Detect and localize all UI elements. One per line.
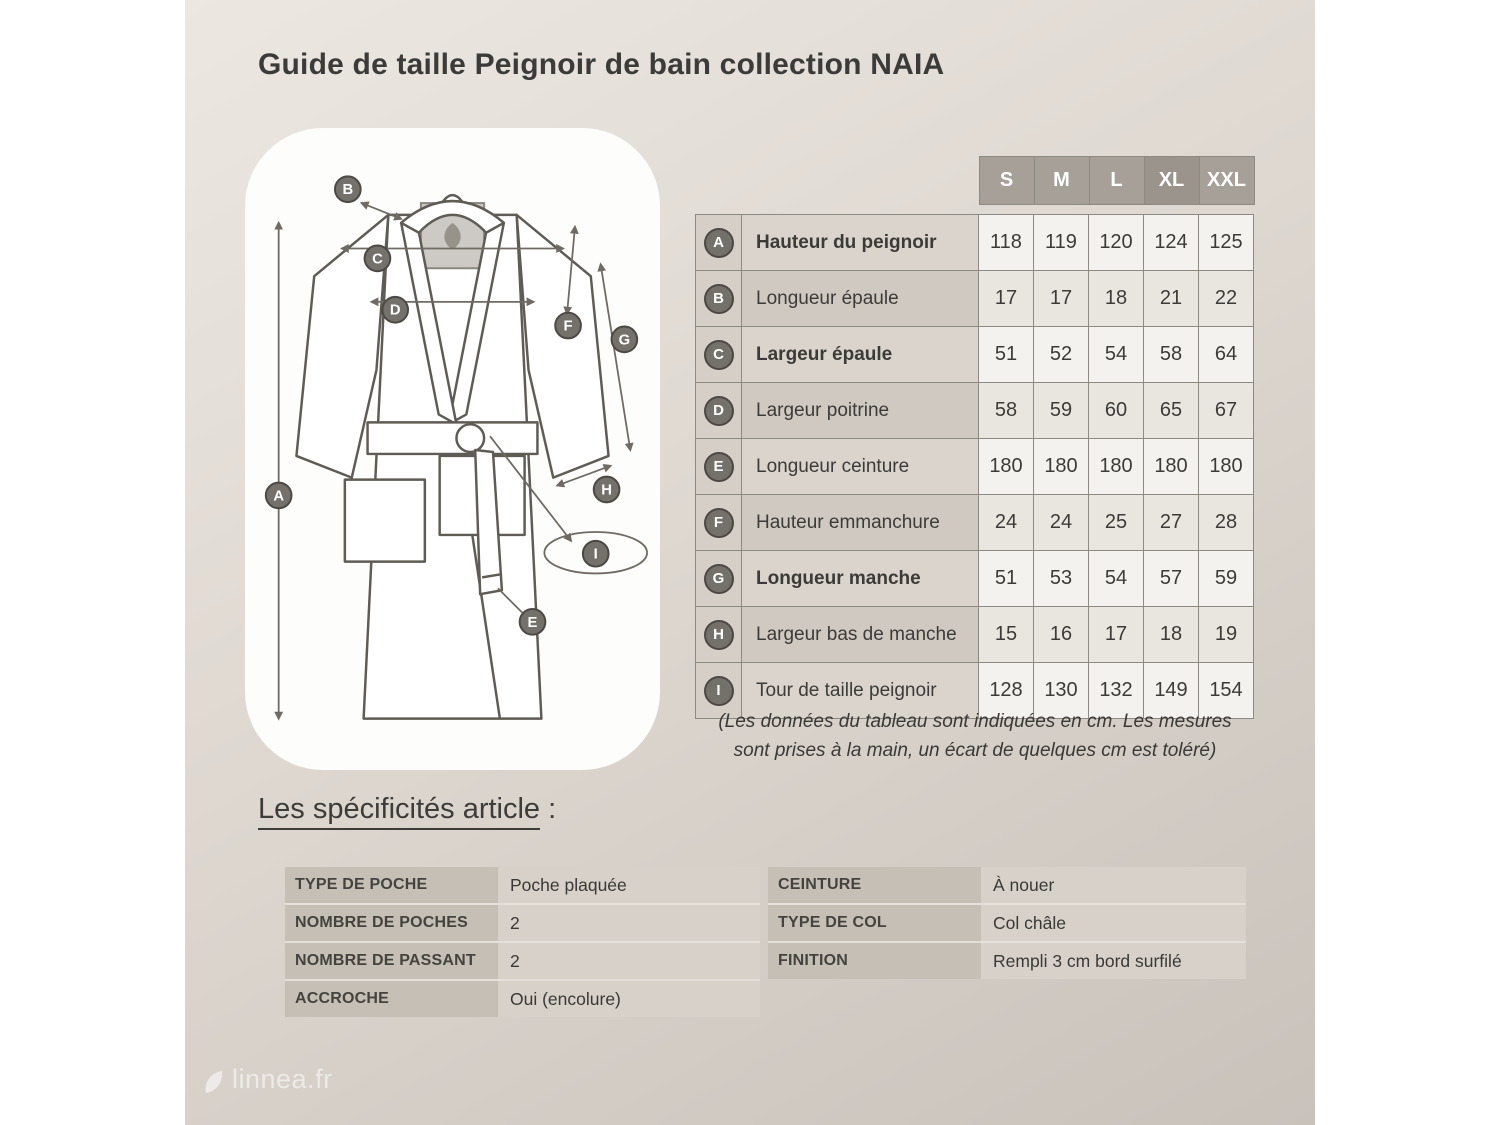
diagram-badge-A [266,483,292,509]
measure-value: 28 [1199,495,1254,551]
measure-value: 58 [1144,327,1199,383]
left-pocket [345,480,425,562]
svg-text:G: G [618,332,631,349]
table-note-line1: (Les données du tableau sont indiquées en cm. Les mesures [718,711,1232,732]
measure-value: 65 [1144,383,1199,439]
measure-letter-badge: G [704,564,734,594]
measure-value: 17 [1034,271,1089,327]
size-column-header-s: S [979,157,1034,205]
measure-value: 149 [1144,663,1199,719]
svg-text:F: F [563,318,573,335]
dim-arrow-B [362,203,402,219]
measure-value: 57 [1144,551,1199,607]
diagram-badge-C [365,246,391,272]
measure-value: 132 [1089,663,1144,719]
spec-value: Poche plaquée [498,867,760,903]
diagram-badge-F [555,313,581,339]
measure-label: Longueur manche [742,551,979,607]
measure-label: Largeur bas de manche [742,607,979,663]
size-table-body [696,215,1254,719]
svg-text:I: I [593,546,598,563]
size-table-row-c [696,327,1254,383]
spec-value: Col châle [981,905,1246,941]
measure-value: 17 [1089,607,1144,663]
diagram-badge-B [335,176,361,202]
measure-value: 130 [1034,663,1089,719]
measure-value: 21 [1144,271,1199,327]
size-column-header-l: L [1089,157,1144,205]
size-table-row-d [696,383,1254,439]
spec-value: 2 [498,943,760,979]
measure-value: 24 [1034,495,1089,551]
measure-value: 18 [1089,271,1144,327]
measure-value: 25 [1089,495,1144,551]
diagram-badge-H [594,477,620,503]
letter-cell [696,383,742,439]
size-table-row-b [696,271,1254,327]
size-table-row-g [696,551,1254,607]
size-column-header-m: M [1034,157,1089,205]
page-title: Guide de taille Peignoir de bain collection NAIA [258,48,945,81]
measure-value: 118 [979,215,1034,271]
diagram-badge-G [612,327,638,353]
letter-cell [696,495,742,551]
spec-label: TYPE DE POCHE [285,867,498,903]
spec-value: Oui (encolure) [498,981,760,1017]
measure-value: 18 [1144,607,1199,663]
linnea-logo-icon [203,1069,225,1095]
size-table-row-a [696,215,1254,271]
measure-value: 64 [1199,327,1254,383]
measure-letter-badge: E [704,452,734,482]
measure-letter-badge: F [704,508,734,538]
measure-value: 52 [1034,327,1089,383]
spec-row [768,943,1246,979]
size-table-header [695,156,1255,205]
measure-value: 180 [1034,439,1089,495]
spec-table-left [285,867,760,1017]
measure-letter-badge: B [704,284,734,314]
belt-band [368,422,538,454]
measure-letter-badge: I [704,676,734,706]
svg-text:E: E [527,614,538,631]
spec-row [285,905,760,943]
spec-row [285,943,760,981]
watermark [203,1064,333,1095]
measure-value: 58 [979,383,1034,439]
robe-diagram-card [245,128,660,770]
letter-cell [696,439,742,495]
robe-diagram [245,128,660,770]
size-table [695,214,1254,719]
specs-heading-colon: : [540,793,557,825]
measure-letter-badge: C [704,340,734,370]
diagram-badge-I [583,541,609,567]
spec-value: À nouer [981,867,1246,903]
diagram-badge-D [382,297,408,323]
measure-value: 54 [1089,551,1144,607]
spec-row [285,981,760,1017]
letter-cell [696,551,742,607]
measure-value: 51 [979,551,1034,607]
size-column-header-xl: XL [1144,157,1199,205]
spec-label: CEINTURE [768,867,981,903]
spec-label: FINITION [768,943,981,979]
measure-value: 24 [979,495,1034,551]
size-table-row-h [696,607,1254,663]
measure-label: Hauteur du peignoir [742,215,979,271]
measure-label: Largeur poitrine [742,383,979,439]
diagram-badge-E [520,609,546,635]
measure-label: Hauteur emmanchure [742,495,979,551]
measure-value: 128 [979,663,1034,719]
specs-heading [258,793,556,826]
table-note-line2: sont prises à la main, un écart de quelques cm est toléré) [733,739,1217,761]
measure-value: 22 [1199,271,1254,327]
measure-letter-badge: A [704,228,734,258]
measure-value: 125 [1199,215,1254,271]
letter-cell [696,215,742,271]
specs-heading-text: Les spécificités article [258,793,540,830]
measure-letter-badge: H [704,620,734,650]
measure-value: 59 [1199,551,1254,607]
spec-label: NOMBRE DE POCHES [285,905,498,941]
measure-value: 15 [979,607,1034,663]
letter-cell [696,327,742,383]
spec-value: Rempli 3 cm bord surfilé [981,943,1246,979]
size-table-row-f [696,495,1254,551]
measure-value: 180 [1199,439,1254,495]
measure-value: 60 [1089,383,1144,439]
measure-value: 17 [979,271,1034,327]
letter-cell [696,271,742,327]
spec-row [768,867,1246,905]
measure-value: 119 [1034,215,1089,271]
svg-text:A: A [273,488,285,505]
measure-value: 27 [1144,495,1199,551]
spec-value: 2 [498,905,760,941]
measure-label: Longueur ceinture [742,439,979,495]
spec-label: TYPE DE COL [768,905,981,941]
size-table-row-e [696,439,1254,495]
svg-text:B: B [342,182,354,199]
watermark-text: linnea.fr [232,1064,333,1094]
measure-value: 54 [1089,327,1144,383]
spec-row [768,905,1246,943]
measure-value: 120 [1089,215,1144,271]
measure-value: 180 [979,439,1034,495]
measure-letter-badge: D [704,396,734,426]
measure-label: Largeur épaule [742,327,979,383]
measure-label: Tour de taille peignoir [742,663,979,719]
svg-text:H: H [601,482,612,499]
size-header-row [695,157,1254,205]
measure-value: 180 [1144,439,1199,495]
measure-value: 19 [1199,607,1254,663]
spec-table-right [768,867,1246,979]
measure-value: 180 [1089,439,1144,495]
measure-value: 16 [1034,607,1089,663]
measure-label: Longueur épaule [742,271,979,327]
measure-value: 154 [1199,663,1254,719]
spec-label: ACCROCHE [285,981,498,1017]
measure-value: 51 [979,327,1034,383]
measure-value: 59 [1034,383,1089,439]
spec-label: NOMBRE DE PASSANT [285,943,498,979]
size-table-zone [695,156,1255,719]
size-column-header-xxl: XXL [1199,157,1254,205]
letter-cell [696,607,742,663]
measure-value: 124 [1144,215,1199,271]
measure-value: 53 [1034,551,1089,607]
main-panel [185,0,1315,1125]
svg-text:C: C [372,251,383,268]
svg-text:D: D [389,302,401,319]
table-note [695,708,1255,765]
spec-row [285,867,760,905]
belt-knot [456,424,484,452]
measure-value: 67 [1199,383,1254,439]
